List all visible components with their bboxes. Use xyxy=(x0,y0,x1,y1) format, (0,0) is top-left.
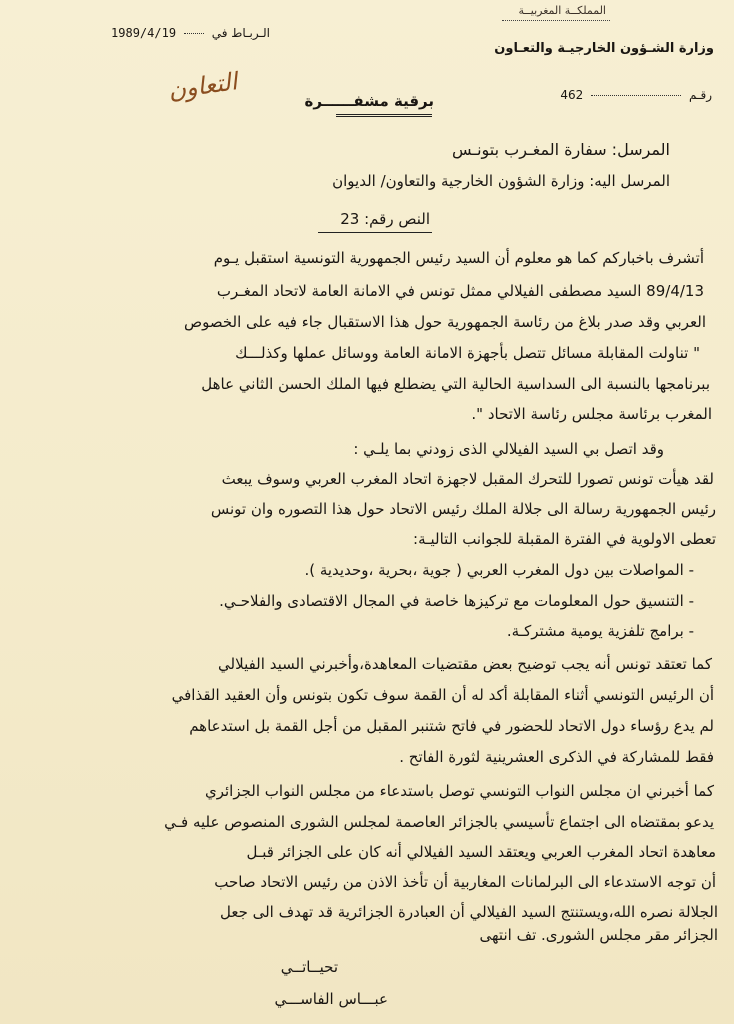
document-title: برقية مشفــــــرة xyxy=(304,92,434,110)
ministry-header: وزارة الشـؤون الخارجيـة والتعـاون xyxy=(494,41,714,56)
body-line: كما أخبرني ان مجلس النواب التونسي توصل باستدعاء من مجلس النواب الجزائري xyxy=(204,782,714,800)
title-underline xyxy=(336,114,432,117)
body-line: رئيس الجمهورية رسالة الى جلالة الملك رئيس الاتحاد حول هذا التصوره وان تونس xyxy=(210,500,716,518)
text-number-underline xyxy=(318,232,432,233)
list-item: - التنسيق حول المعلومات مع تركيزها خاصة في المجال الاقتصادى والفلاحـي. xyxy=(219,592,694,610)
signature-name: عبـــاس الفاســـي xyxy=(274,990,388,1008)
body-line: الجلالة نصره الله،ويستنتج السيد الفيلالي أن العبادرة الجزائرية قد تهدف الى جعل xyxy=(219,903,718,921)
reference-label: رقـم xyxy=(688,88,712,102)
body-line: لم يدع رؤساء دول الاتحاد للحضور في فاتح شتنبر المقبل من أجل القمة بل استدعاهم xyxy=(189,717,714,735)
kingdom-underline xyxy=(502,20,610,21)
text-number: النص رقم: 23 xyxy=(340,210,430,228)
date-value: 1989/4/19 xyxy=(111,26,177,40)
body-line: وقد اتصل بي السيد الفيلالي الذى زودني بما يلـي : xyxy=(353,440,664,458)
place-date xyxy=(111,26,270,40)
sender-line: المرسل: سفارة المغـرب بتونـس xyxy=(451,140,670,159)
handwritten-note: التعاون xyxy=(166,67,239,105)
list-item: - برامج تلفزية يومية مشتركـة. xyxy=(506,622,694,640)
body-line: لقد هيأت تونس تصورا للتحرك المقبل لاجهزة اتحاد المغرب العربي وسوف يبعث xyxy=(221,470,714,488)
body-line: أتشرف باخباركم كما هو معلوم أن السيد رئيس الجمهورية التونسية استقبل يـوم xyxy=(213,249,704,267)
body-line: أن الرئيس التونسي أثناء المقابلة أكد له أن القمة سوف تكون بتونس وأن العقيد القذافي xyxy=(171,686,714,704)
list-item: - المواصلات بين دول المغرب العربي ( جوية ،بحرية ،وحديدية ). xyxy=(304,561,694,579)
body-line: معاهدة اتحاد المغرب العربي ويعتقد السيد الفيلالي أنه كان على الجزائر قبـل xyxy=(246,843,716,861)
body-line: ببرنامجها بالنسبة الى السداسية الحالية التي يضطلع فيها الملك الحسن الثاني عاهل xyxy=(201,375,710,393)
body-line: أن توجه الاستدعاء الى البرلمانات المغاربية أن تأخذ الاذن من رئيس الاتحاد صاحب xyxy=(214,873,716,891)
recipient-line: المرسل اليه: وزارة الشؤون الخارجية والتعاون/ الديوان xyxy=(332,172,670,190)
body-line: الجزائر مقر مجلس الشورى. تف انتهى xyxy=(479,926,718,944)
body-line: تعطى الاولوية في الفترة المقبلة للجوانب التاليـة: xyxy=(413,530,716,548)
body-line: 89/4/13 السيد مصطفى الفيلالي ممثل تونس في الامانة العامة لاتحاد المغـرب xyxy=(216,282,704,300)
city-label: الـربـاط في xyxy=(211,26,270,40)
body-line: فقط للمشاركة في الذكرى العشرينية لثورة الفاتح . xyxy=(399,748,714,766)
body-line: " تناولت المقابلة مسائل تتصل بأجهزة الامانة العامة ووسائل عملها وكذلـــك xyxy=(235,344,700,362)
date-dots xyxy=(184,33,204,34)
reference-number xyxy=(560,88,712,102)
body-line: كما تعتقد تونس أنه يجب توضيح بعض مقتضيات المعاهدة،وأخبرني السيد الفيلالي xyxy=(218,655,712,673)
signature-greeting: تحيــاتــي xyxy=(280,958,338,976)
reference-dots xyxy=(591,95,681,96)
body-line: المغرب برئاسة مجلس رئاسة الاتحاد ". xyxy=(471,405,712,423)
body-line: العربي وقد صدر بلاغ من رئاسة الجمهورية حول هذا الاستقبال جاء فيه على الخصوص xyxy=(183,313,706,331)
body-line: يدعو بمقتضاه الى اجتماع تأسيسي بالجزائر العاصمة لمجلس الشورى المنصوص عليه فـي xyxy=(164,813,714,831)
kingdom-header: المملكــة المغربيــة xyxy=(518,4,606,17)
reference-value: 462 xyxy=(560,88,584,102)
